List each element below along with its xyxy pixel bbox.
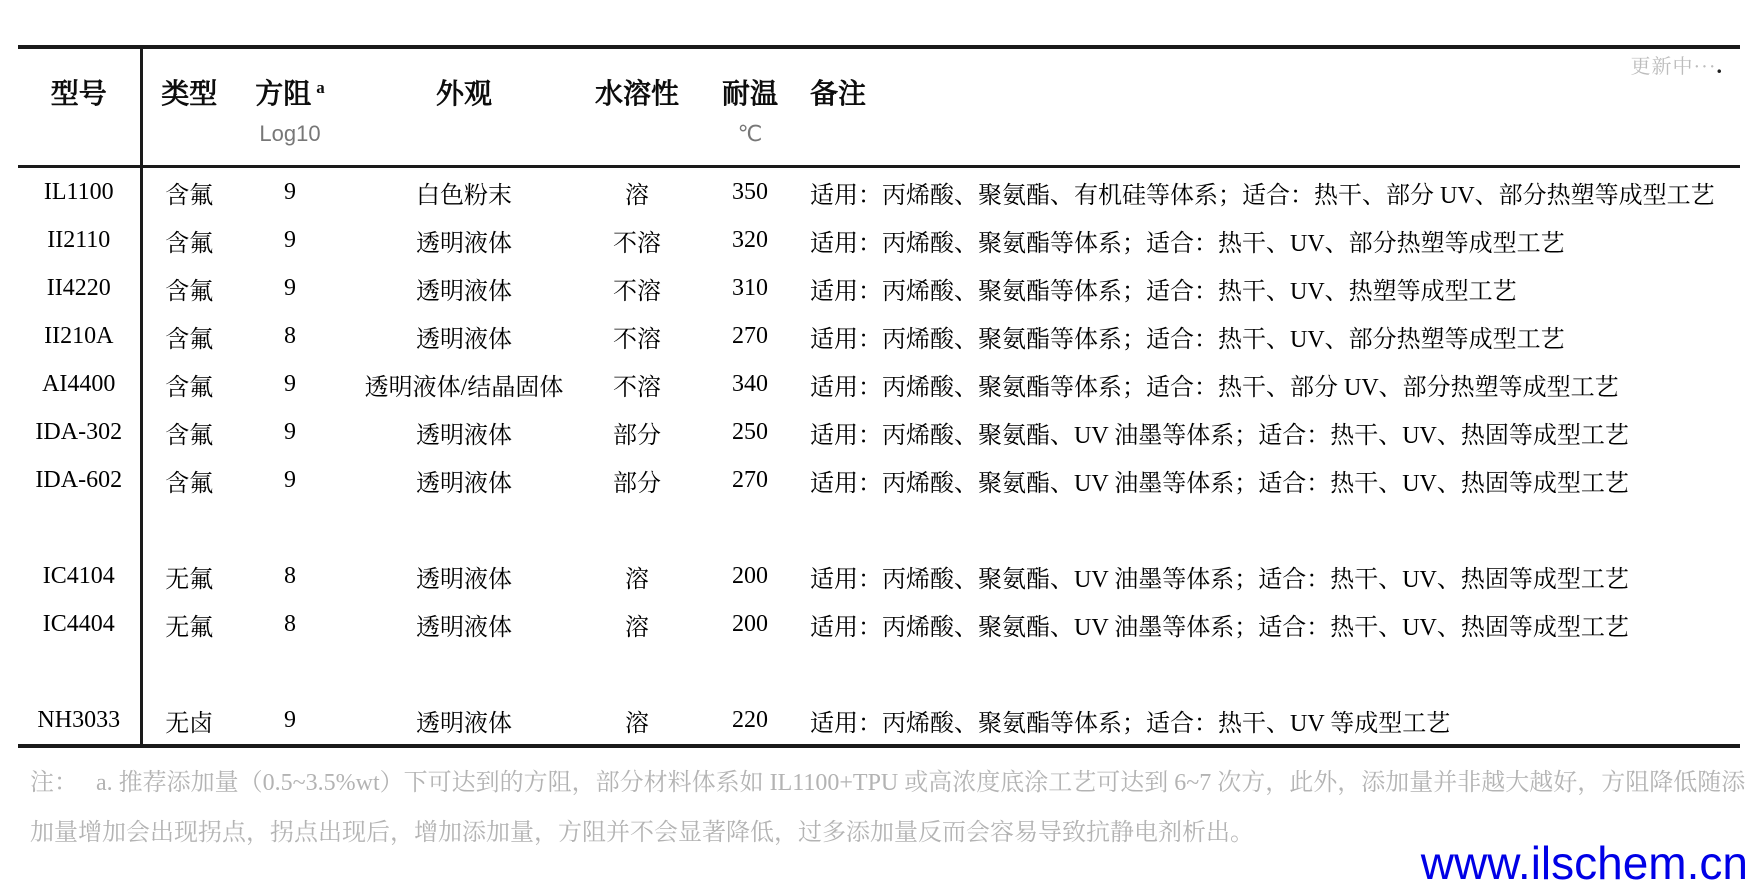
table-body xyxy=(18,167,1740,747)
cell-appearance: 透明液体 xyxy=(416,278,512,305)
spacer-row xyxy=(18,504,1740,552)
cell-model: II4220 xyxy=(18,264,141,312)
cell-type: 含氟 xyxy=(165,422,214,449)
table-row xyxy=(18,264,1740,312)
cell-solubility: 部分 xyxy=(613,422,661,449)
cell-model: IC4404 xyxy=(18,600,141,648)
table-row xyxy=(18,408,1740,456)
cell-resistance: 9 xyxy=(284,706,296,733)
cell-resistance: 9 xyxy=(284,370,296,397)
cell-type: 无氟 xyxy=(165,566,214,593)
cell-solubility: 不溶 xyxy=(613,278,661,305)
cell-remark: 适用：丙烯酸、聚氨酯、UV 油墨等体系；适合：热干、UV、热固等成型工艺 xyxy=(810,422,1629,449)
table-row xyxy=(18,456,1740,504)
cell-solubility: 溶 xyxy=(625,182,649,209)
cell-remark: 适用：丙烯酸、聚氨酯等体系；适合：热干、UV、热塑等成型工艺 xyxy=(810,278,1517,305)
cell-temperature: 310 xyxy=(732,274,768,301)
cell-resistance: 9 xyxy=(284,274,296,301)
header-resistance: 方阻 $^a$ xyxy=(255,77,325,110)
cell-type: 含氟 xyxy=(165,374,214,401)
page xyxy=(0,45,1753,889)
header-resistance-footnote-marker: a xyxy=(316,77,325,97)
table-row xyxy=(18,216,1740,264)
table-row xyxy=(18,312,1740,360)
cell-remark: 适用：丙烯酸、聚氨酯等体系；适合：热干、部分 UV、部分热塑等成型工艺 xyxy=(810,374,1619,401)
table-row xyxy=(18,167,1740,217)
spacer-row xyxy=(18,648,1740,696)
cell-remark: 适用：丙烯酸、聚氨酯、UV 油墨等体系；适合：热干、UV、热固等成型工艺 xyxy=(810,614,1629,641)
cell-model: IDA-302 xyxy=(18,408,141,456)
cell-model: NH3033 xyxy=(18,696,141,746)
cell-temperature: 320 xyxy=(732,226,768,253)
header-solubility: 水溶性 xyxy=(594,79,679,110)
cell-resistance: 8 xyxy=(284,562,296,589)
status-ellipsis-icon: ··· xyxy=(1693,56,1717,78)
cell-solubility: 不溶 xyxy=(613,374,661,401)
cell-model: II210A xyxy=(18,312,141,360)
cell-resistance: 8 xyxy=(284,610,296,637)
footnote-label: 注： xyxy=(30,770,78,796)
status-text: 更新中 xyxy=(1630,56,1694,78)
cell-appearance: 透明液体 xyxy=(416,326,512,353)
product-spec-table xyxy=(18,45,1740,748)
cell-solubility: 不溶 xyxy=(613,326,661,353)
cell-solubility: 溶 xyxy=(625,614,649,641)
cell-solubility: 部分 xyxy=(613,470,661,497)
cell-appearance: 白色粉末 xyxy=(416,182,512,209)
cell-type: 含氟 xyxy=(165,230,214,257)
cell-type: 无卤 xyxy=(165,710,214,737)
cell-temperature: 200 xyxy=(732,610,768,637)
cell-temperature: 350 xyxy=(732,178,768,205)
table-row xyxy=(18,552,1740,600)
cell-appearance: 透明液体 xyxy=(416,710,512,737)
cell-type: 含氟 xyxy=(165,278,214,305)
header-temperature-unit: ℃ xyxy=(737,121,763,146)
header-row-units xyxy=(18,121,1740,167)
cell-type: 含氟 xyxy=(165,182,214,209)
cell-remark: 适用：丙烯酸、聚氨酯、UV 油墨等体系；适合：热干、UV、热固等成型工艺 xyxy=(810,470,1629,497)
header-row-main xyxy=(18,47,1740,121)
table-row xyxy=(18,600,1740,648)
cell-appearance: 透明液体 xyxy=(416,566,512,593)
cell-appearance: 透明液体 xyxy=(416,470,512,497)
header-type: 类型 xyxy=(161,79,218,110)
footnote-line-1 xyxy=(30,758,1753,808)
cell-temperature: 250 xyxy=(732,418,768,445)
table-row xyxy=(18,696,1740,746)
header-resistance-unit: Log10 xyxy=(259,121,321,146)
cell-resistance: 9 xyxy=(284,418,296,445)
header-model: 型号 xyxy=(18,47,141,121)
watermark-link[interactable]: www.ilschem.cn xyxy=(1420,837,1748,889)
cell-remark: 适用：丙烯酸、聚氨酯等体系；适合：热干、UV、部分热塑等成型工艺 xyxy=(810,230,1565,257)
cell-temperature: 220 xyxy=(732,706,768,733)
cell-remark: 适用：丙烯酸、聚氨酯、UV 油墨等体系；适合：热干、UV、热固等成型工艺 xyxy=(810,566,1629,593)
table-header xyxy=(18,47,1740,167)
cell-model: IDA-602 xyxy=(18,456,141,504)
table-row xyxy=(18,360,1740,408)
cell-solubility: 溶 xyxy=(625,566,649,593)
cell-model: AI4400 xyxy=(18,360,141,408)
cell-solubility: 不溶 xyxy=(613,230,661,257)
cell-type: 无氟 xyxy=(165,614,214,641)
cell-model: IC4104 xyxy=(18,552,141,600)
cell-appearance: 透明液体 xyxy=(416,422,512,449)
cell-resistance: 9 xyxy=(284,466,296,493)
cell-model: II2110 xyxy=(18,216,141,264)
cell-temperature: 270 xyxy=(732,466,768,493)
cell-resistance: 9 xyxy=(284,226,296,253)
cell-appearance: 透明液体/结晶固体 xyxy=(364,374,564,401)
cell-remark: 适用：丙烯酸、聚氨酯等体系；适合：热干、UV 等成型工艺 xyxy=(810,710,1451,737)
header-appearance: 外观 xyxy=(435,79,492,110)
status-dot: . xyxy=(1716,53,1723,78)
cell-temperature: 200 xyxy=(732,562,768,589)
footnote-text-2: 加量增加会出现拐点，拐点出现后，增加添加量，方阻并不会显著降低，过多添加量反而会容易导致抗静电剂析出。 xyxy=(30,820,1254,846)
header-remark: 备注 xyxy=(810,79,867,110)
cell-type: 含氟 xyxy=(165,326,214,353)
cell-appearance: 透明液体 xyxy=(416,614,512,641)
cell-resistance: 8 xyxy=(284,322,296,349)
cell-type: 含氟 xyxy=(165,470,214,497)
cell-temperature: 340 xyxy=(732,370,768,397)
cell-remark: 适用：丙烯酸、聚氨酯等体系；适合：热干、UV、部分热塑等成型工艺 xyxy=(810,326,1565,353)
cell-resistance: 9 xyxy=(284,178,296,205)
update-status xyxy=(1631,50,1723,79)
cell-solubility: 溶 xyxy=(625,710,649,737)
cell-temperature: 270 xyxy=(732,322,768,349)
cell-appearance: 透明液体 xyxy=(416,230,512,257)
cell-remark: 适用：丙烯酸、聚氨酯、有机硅等体系；适合：热干、部分 UV、部分热塑等成型工艺 xyxy=(810,182,1715,209)
header-temperature: 耐温 xyxy=(721,79,778,110)
footnote-text-1: a. 推荐添加量（0.5~3.5%wt）下可达到的方阻，部分材料体系如 IL1100+TPU 或高浓度底涂工艺可达到 6~7 次方，此外，添加量并非越大越好，方阻降低随添 xyxy=(96,770,1746,796)
cell-model: IL1100 xyxy=(18,167,141,217)
